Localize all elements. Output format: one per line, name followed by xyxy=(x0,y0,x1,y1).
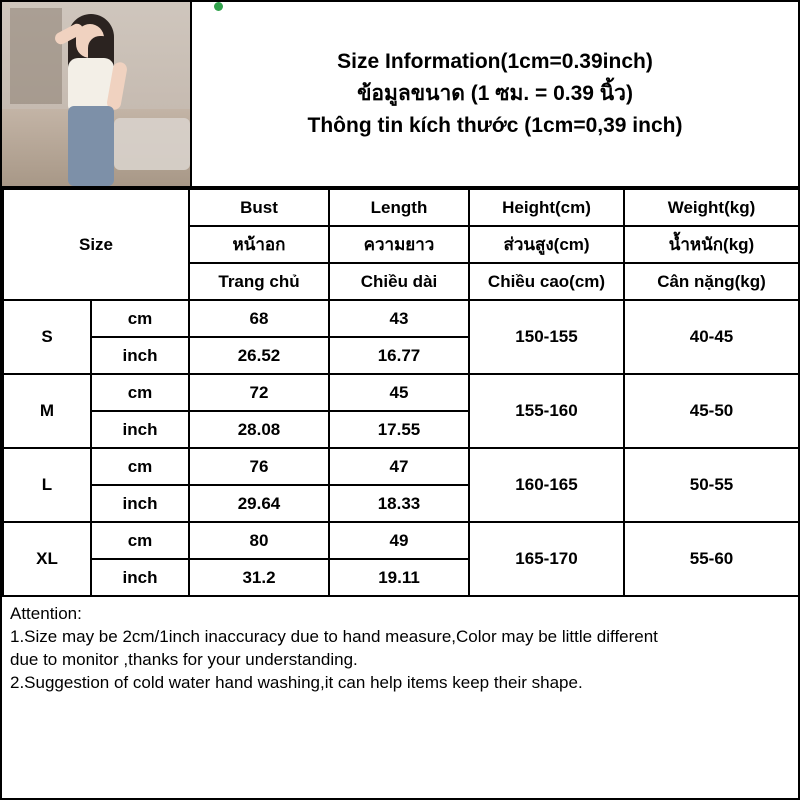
header-bust-th: หน้าอก xyxy=(189,226,329,263)
m-length-inch: 17.55 xyxy=(329,411,469,448)
xl-height: 165-170 xyxy=(469,522,624,596)
header-height-en: Height(cm) xyxy=(469,189,624,226)
s-bust-inch: 26.52 xyxy=(189,337,329,374)
table-row xyxy=(3,522,799,559)
s-bust-cm: 68 xyxy=(189,300,329,337)
header-weight-th: น้ำหนัก(kg) xyxy=(624,226,799,263)
unit-cm: cm xyxy=(91,374,189,411)
row-size-xl: XL xyxy=(3,522,91,596)
header-length-en: Length xyxy=(329,189,469,226)
header-length-th: ความยาว xyxy=(329,226,469,263)
row-size-s: S xyxy=(3,300,91,374)
header-weight-en: Weight(kg) xyxy=(624,189,799,226)
s-height: 150-155 xyxy=(469,300,624,374)
xl-length-inch: 19.11 xyxy=(329,559,469,596)
unit-inch: inch xyxy=(91,485,189,522)
header-bust-en: Bust xyxy=(189,189,329,226)
table-row xyxy=(3,300,799,337)
s-length-inch: 16.77 xyxy=(329,337,469,374)
m-bust-inch: 28.08 xyxy=(189,411,329,448)
xl-bust-inch: 31.2 xyxy=(189,559,329,596)
unit-cm: cm xyxy=(91,300,189,337)
m-bust-cm: 72 xyxy=(189,374,329,411)
title-line-en: Size Information(1cm=0.39inch) xyxy=(337,49,653,73)
size-table xyxy=(2,188,800,597)
l-weight: 50-55 xyxy=(624,448,799,522)
l-bust-cm: 76 xyxy=(189,448,329,485)
header-height-vi: Chiều cao(cm) xyxy=(469,263,624,300)
attention-heading: Attention: xyxy=(10,604,82,623)
l-length-inch: 18.33 xyxy=(329,485,469,522)
xl-weight: 55-60 xyxy=(624,522,799,596)
m-height: 155-160 xyxy=(469,374,624,448)
title-block xyxy=(192,2,798,186)
unit-inch: inch xyxy=(91,559,189,596)
unit-cm: cm xyxy=(91,448,189,485)
unit-inch: inch xyxy=(91,337,189,374)
attention-line-1: 1.Size may be 2cm/1inch inaccuracy due to hand measure,Color may be little different xyxy=(10,627,658,647)
l-length-cm: 47 xyxy=(329,448,469,485)
header-bust-vi: Trang chủ xyxy=(189,263,329,300)
xl-bust-cm: 80 xyxy=(189,522,329,559)
table-row xyxy=(3,374,799,411)
header xyxy=(2,2,798,188)
title-line-th: ข้อมูลขนาด (1 ซม. = 0.39 นิ้ว) xyxy=(357,81,633,105)
xl-length-cm: 49 xyxy=(329,522,469,559)
header-length-vi: Chiều dài xyxy=(329,263,469,300)
s-weight: 40-45 xyxy=(624,300,799,374)
model-jeans xyxy=(68,106,114,186)
header-size-label: Size xyxy=(3,189,189,300)
attention-line-3: 2.Suggestion of cold water hand washing,it can help items keep their shape. xyxy=(10,673,583,693)
row-size-l: L xyxy=(3,448,91,522)
table-header-row-1 xyxy=(3,189,799,226)
row-size-m: M xyxy=(3,374,91,448)
m-length-cm: 45 xyxy=(329,374,469,411)
attention-notes xyxy=(2,597,798,699)
table-row xyxy=(3,448,799,485)
header-weight-vi: Cân nặng(kg) xyxy=(624,263,799,300)
l-height: 160-165 xyxy=(469,448,624,522)
header-height-th: ส่วนสูง(cm) xyxy=(469,226,624,263)
m-weight: 45-50 xyxy=(624,374,799,448)
attention-line-2: due to monitor ,thanks for your understanding. xyxy=(10,650,358,670)
s-length-cm: 43 xyxy=(329,300,469,337)
title-line-vi: Thông tin kích thước (1cm=0,39 inch) xyxy=(307,114,683,138)
photo-model xyxy=(48,10,144,186)
unit-inch: inch xyxy=(91,411,189,448)
unit-cm: cm xyxy=(91,522,189,559)
l-bust-inch: 29.64 xyxy=(189,485,329,522)
status-dot-icon xyxy=(214,2,223,11)
product-photo xyxy=(2,2,192,186)
